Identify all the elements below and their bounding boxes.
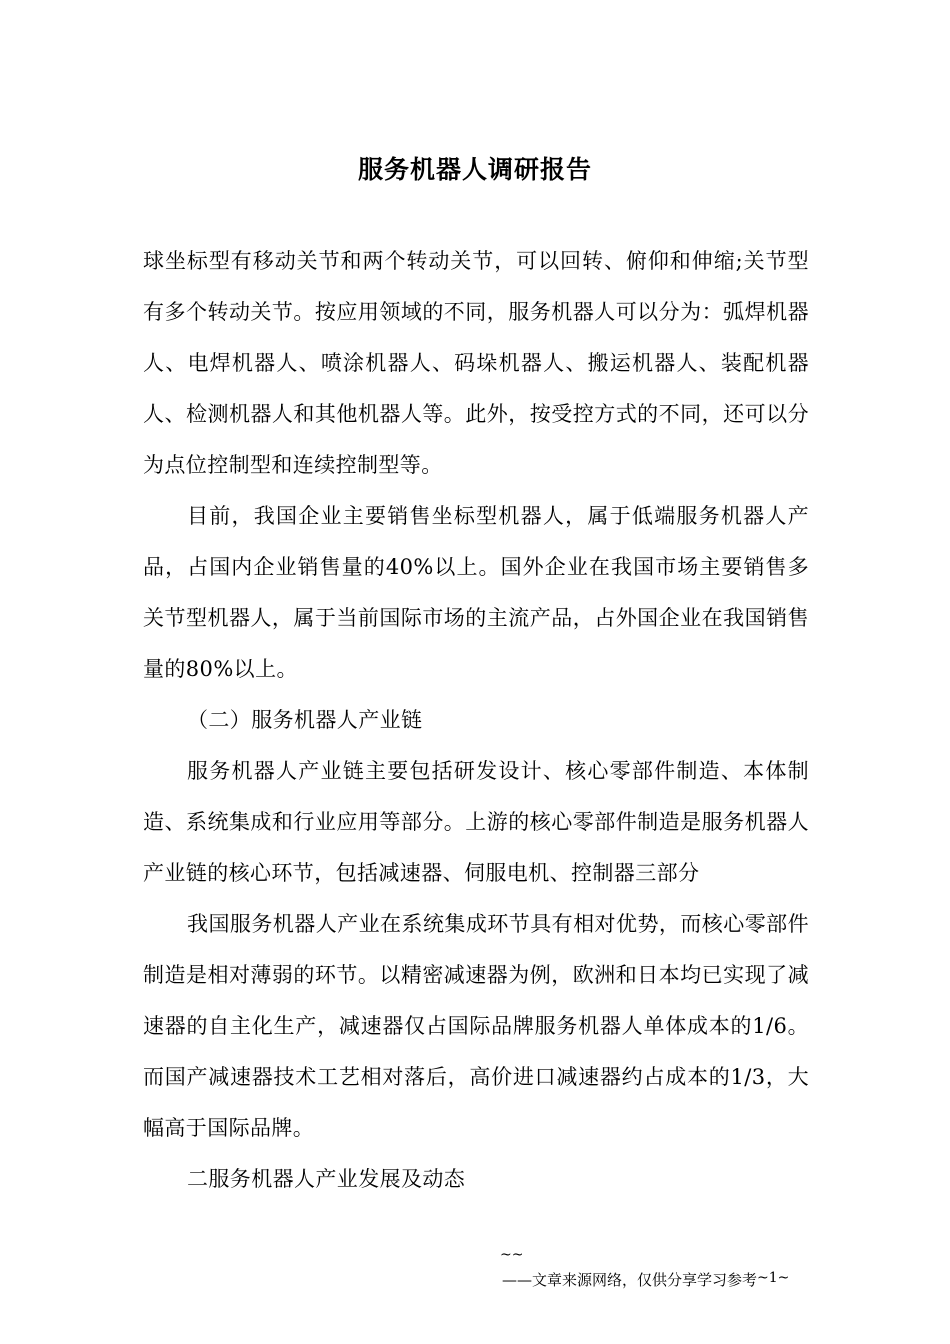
paragraph: 服务机器人产业链主要包括研发设计、核心零部件制造、本体制造、系统集成和行业应用等部分。上游的核心零部件制造是服务机器人产业链的核心环节，包括减速器、伺服电机、控制器三部分 — [143, 759, 809, 885]
paragraph: 球坐标型有移动关节和两个转动关节，可以回转、俯仰和伸缩;关节型有多个转动关节。按应用领域的不同，服务机器人可以分为：弧焊机器人、电焊机器人、喷涂机器人、码垛机器人、搬运机器人、装配机器人、检测机器人和其他机器人等。此外，按受控方式的不同，还可以分为点位控制型和连续控制型等。 — [143, 249, 809, 477]
section-heading: 二服务机器人产业发展及动态 — [187, 1167, 466, 1191]
footer-source-note: ——文章来源网络，仅供分享学习参考 — [502, 1271, 758, 1289]
paragraph: 目前，我国企业主要销售坐标型机器人，属于低端服务机器人产品，占国内企业销售量的40%以上。国外企业在我国市场主要销售多关节型机器人，属于当前国际市场的主流产品，占外国企业在我国销售量的80%以上。 — [143, 504, 809, 681]
footer-note — [502, 1268, 789, 1290]
footer-mark: ~~ — [500, 1247, 524, 1263]
page-number: ~1~ — [757, 1270, 790, 1286]
document-body — [143, 236, 809, 1205]
document-title: 服务机器人调研报告 — [357, 155, 592, 184]
section-heading: （二）服务机器人产业链 — [187, 708, 423, 732]
paragraph: 我国服务机器人产业在系统集成环节具有相对优势，而核心零部件制造是相对薄弱的环节。以精密减速器为例，欧洲和日本均已实现了减速器的自主化生产，减速器仅占国际品牌服务机器人单体成本的1/6。而国产减速器技术工艺相对落后，高价进口减速器约占成本的1/3，大幅高于国际品牌。 — [143, 912, 809, 1140]
